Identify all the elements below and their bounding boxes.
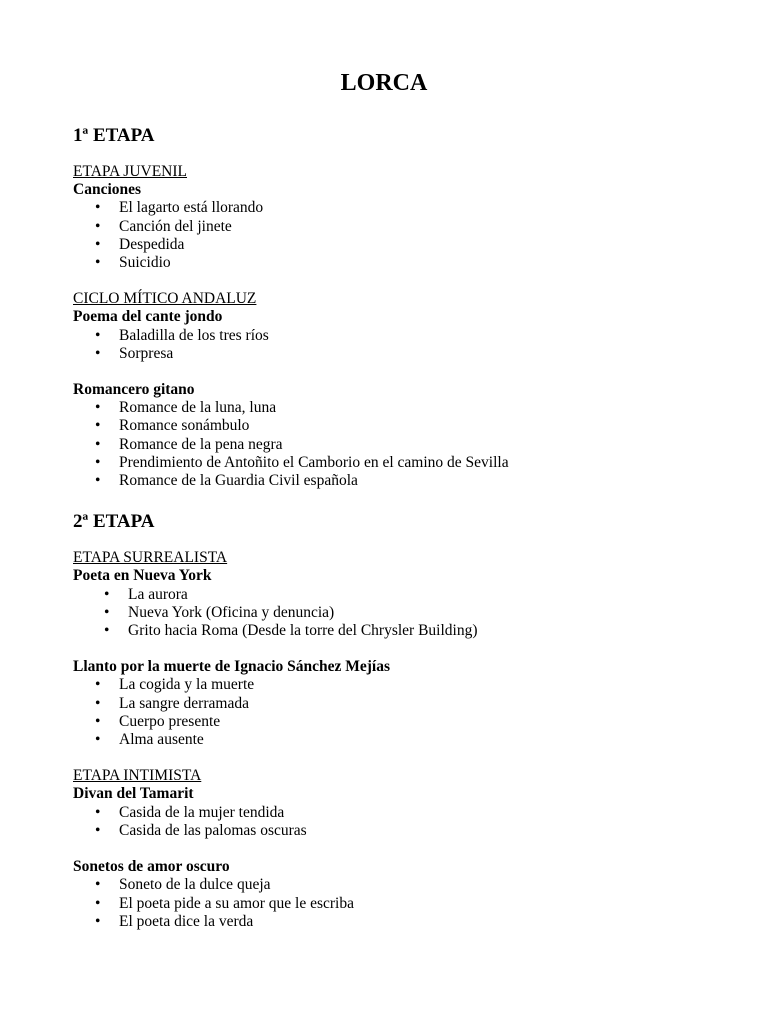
- poem-title: Soneto de la dulce queja: [119, 876, 271, 894]
- bullet-icon: •: [95, 217, 101, 235]
- poem-title: El poeta pide a su amor que le escriba: [119, 894, 354, 912]
- poem-list-poeta-en-nueva-york: [73, 586, 693, 641]
- spacer: [73, 840, 693, 858]
- bullet-icon: •: [95, 912, 101, 930]
- bullet-icon: •: [95, 344, 101, 362]
- poem-item: [73, 622, 693, 640]
- poem-item: [73, 895, 693, 913]
- poem-list-llanto: [73, 676, 693, 749]
- poem-title: Casida de la mujer tendida: [119, 803, 285, 821]
- poem-item: [73, 695, 693, 713]
- period-heading-ciclo-mitico: CICLO MÍTICO ANDALUZ: [73, 290, 257, 308]
- poem-list-canciones: [73, 199, 693, 272]
- poem-item: [73, 804, 693, 822]
- work-title-llanto: Llanto por la muerte de Ignacio Sánchez Mejías: [73, 658, 391, 676]
- poem-title: Suicidio: [119, 254, 171, 272]
- bullet-icon: •: [95, 199, 101, 217]
- poem-item: [73, 713, 693, 731]
- poem-title: Casida de las palomas oscuras: [119, 821, 307, 839]
- spacer: [73, 363, 693, 381]
- bullet-icon: •: [95, 235, 101, 253]
- bullet-icon: •: [95, 712, 101, 730]
- poem-item: [73, 472, 693, 490]
- poem-title: El lagarto está llorando: [119, 199, 264, 217]
- stage-2-heading: 2ª ETAPA: [73, 511, 155, 533]
- bullet-icon: •: [95, 326, 101, 344]
- bullet-icon: •: [95, 803, 101, 821]
- bullet-icon: •: [104, 585, 110, 603]
- poem-title: Prendimiento de Antoñito el Camborio en el camino de Sevilla: [119, 453, 509, 471]
- poem-item: [73, 876, 693, 894]
- poem-item: [73, 436, 693, 454]
- work-title-canciones: Canciones: [73, 181, 142, 199]
- poem-item: [73, 399, 693, 417]
- document-body: [73, 124, 693, 931]
- work-title-cante-jondo: Poema del cante jondo: [73, 308, 223, 326]
- poem-title: Baladilla de los tres ríos: [119, 326, 269, 344]
- poem-title: Cuerpo presente: [119, 712, 221, 730]
- spacer: [73, 272, 693, 290]
- poem-title: Alma ausente: [119, 731, 204, 749]
- bullet-icon: •: [95, 435, 101, 453]
- bullet-icon: •: [95, 472, 101, 490]
- poem-item: [73, 454, 693, 472]
- bullet-icon: •: [95, 876, 101, 894]
- poem-item: [73, 604, 693, 622]
- poem-title: Grito hacia Roma (Desde la torre del Chrysler Building): [128, 622, 478, 640]
- bullet-icon: •: [95, 894, 101, 912]
- poem-title: Sorpresa: [119, 344, 174, 362]
- poem-item: [73, 822, 693, 840]
- poem-item: [73, 218, 693, 236]
- poem-title: Romance de la pena negra: [119, 435, 283, 453]
- poem-item: [73, 731, 693, 749]
- stage-1-heading: 1ª ETAPA: [73, 125, 155, 146]
- poem-title: Romance sonámbulo: [119, 417, 250, 435]
- poem-title: Romance de la luna, luna: [119, 399, 277, 417]
- document-title: LORCA: [340, 70, 428, 96]
- bullet-icon: •: [95, 694, 101, 712]
- spacer: [73, 749, 693, 767]
- poem-title: Romance de la Guardia Civil española: [119, 472, 358, 490]
- poem-list-sonetos-de-amor-oscuro: [73, 876, 693, 931]
- poem-item: [73, 417, 693, 435]
- bullet-icon: •: [95, 731, 101, 749]
- poem-item: [73, 586, 693, 604]
- work-title-romancero-gitano: Romancero gitano: [73, 381, 195, 399]
- poem-title: La aurora: [128, 585, 188, 603]
- poem-item: [73, 913, 693, 931]
- poem-list-romancero-gitano: [73, 399, 693, 490]
- poem-item: [73, 254, 693, 272]
- poem-list-divan-del-tamarit: [73, 804, 693, 840]
- poem-list-cante-jondo: [73, 327, 693, 363]
- poem-title: La cogida y la muerte: [119, 676, 255, 694]
- poem-item: [73, 345, 693, 363]
- bullet-icon: •: [104, 622, 110, 640]
- poem-title: Canción del jinete: [119, 217, 232, 235]
- period-heading-surrealista: ETAPA SURREALISTA: [73, 549, 228, 567]
- poem-item: [73, 676, 693, 694]
- poem-title: Despedida: [119, 235, 185, 253]
- poem-item: [73, 236, 693, 254]
- period-heading-juvenil: ETAPA JUVENIL: [73, 163, 188, 180]
- bullet-icon: •: [104, 603, 110, 621]
- poem-item: [73, 199, 693, 217]
- work-title-sonetos-de-amor-oscuro: Sonetos de amor oscuro: [73, 858, 230, 876]
- bullet-icon: •: [95, 399, 101, 417]
- poem-title: El poeta dice la verda: [119, 912, 254, 930]
- spacer: [73, 640, 693, 658]
- bullet-icon: •: [95, 676, 101, 694]
- work-title-divan-del-tamarit: Divan del Tamarit: [73, 785, 194, 803]
- bullet-icon: •: [95, 821, 101, 839]
- bullet-icon: •: [95, 254, 101, 272]
- spacer: [73, 490, 693, 510]
- poem-title: Nueva York (Oficina y denuncia): [128, 603, 335, 621]
- poem-item: [73, 327, 693, 345]
- poem-title: La sangre derramada: [119, 694, 249, 712]
- period-heading-intimista: ETAPA INTIMISTA: [73, 767, 202, 785]
- bullet-icon: •: [95, 417, 101, 435]
- bullet-icon: •: [95, 453, 101, 471]
- work-title-poeta-en-nueva-york: Poeta en Nueva York: [73, 567, 212, 585]
